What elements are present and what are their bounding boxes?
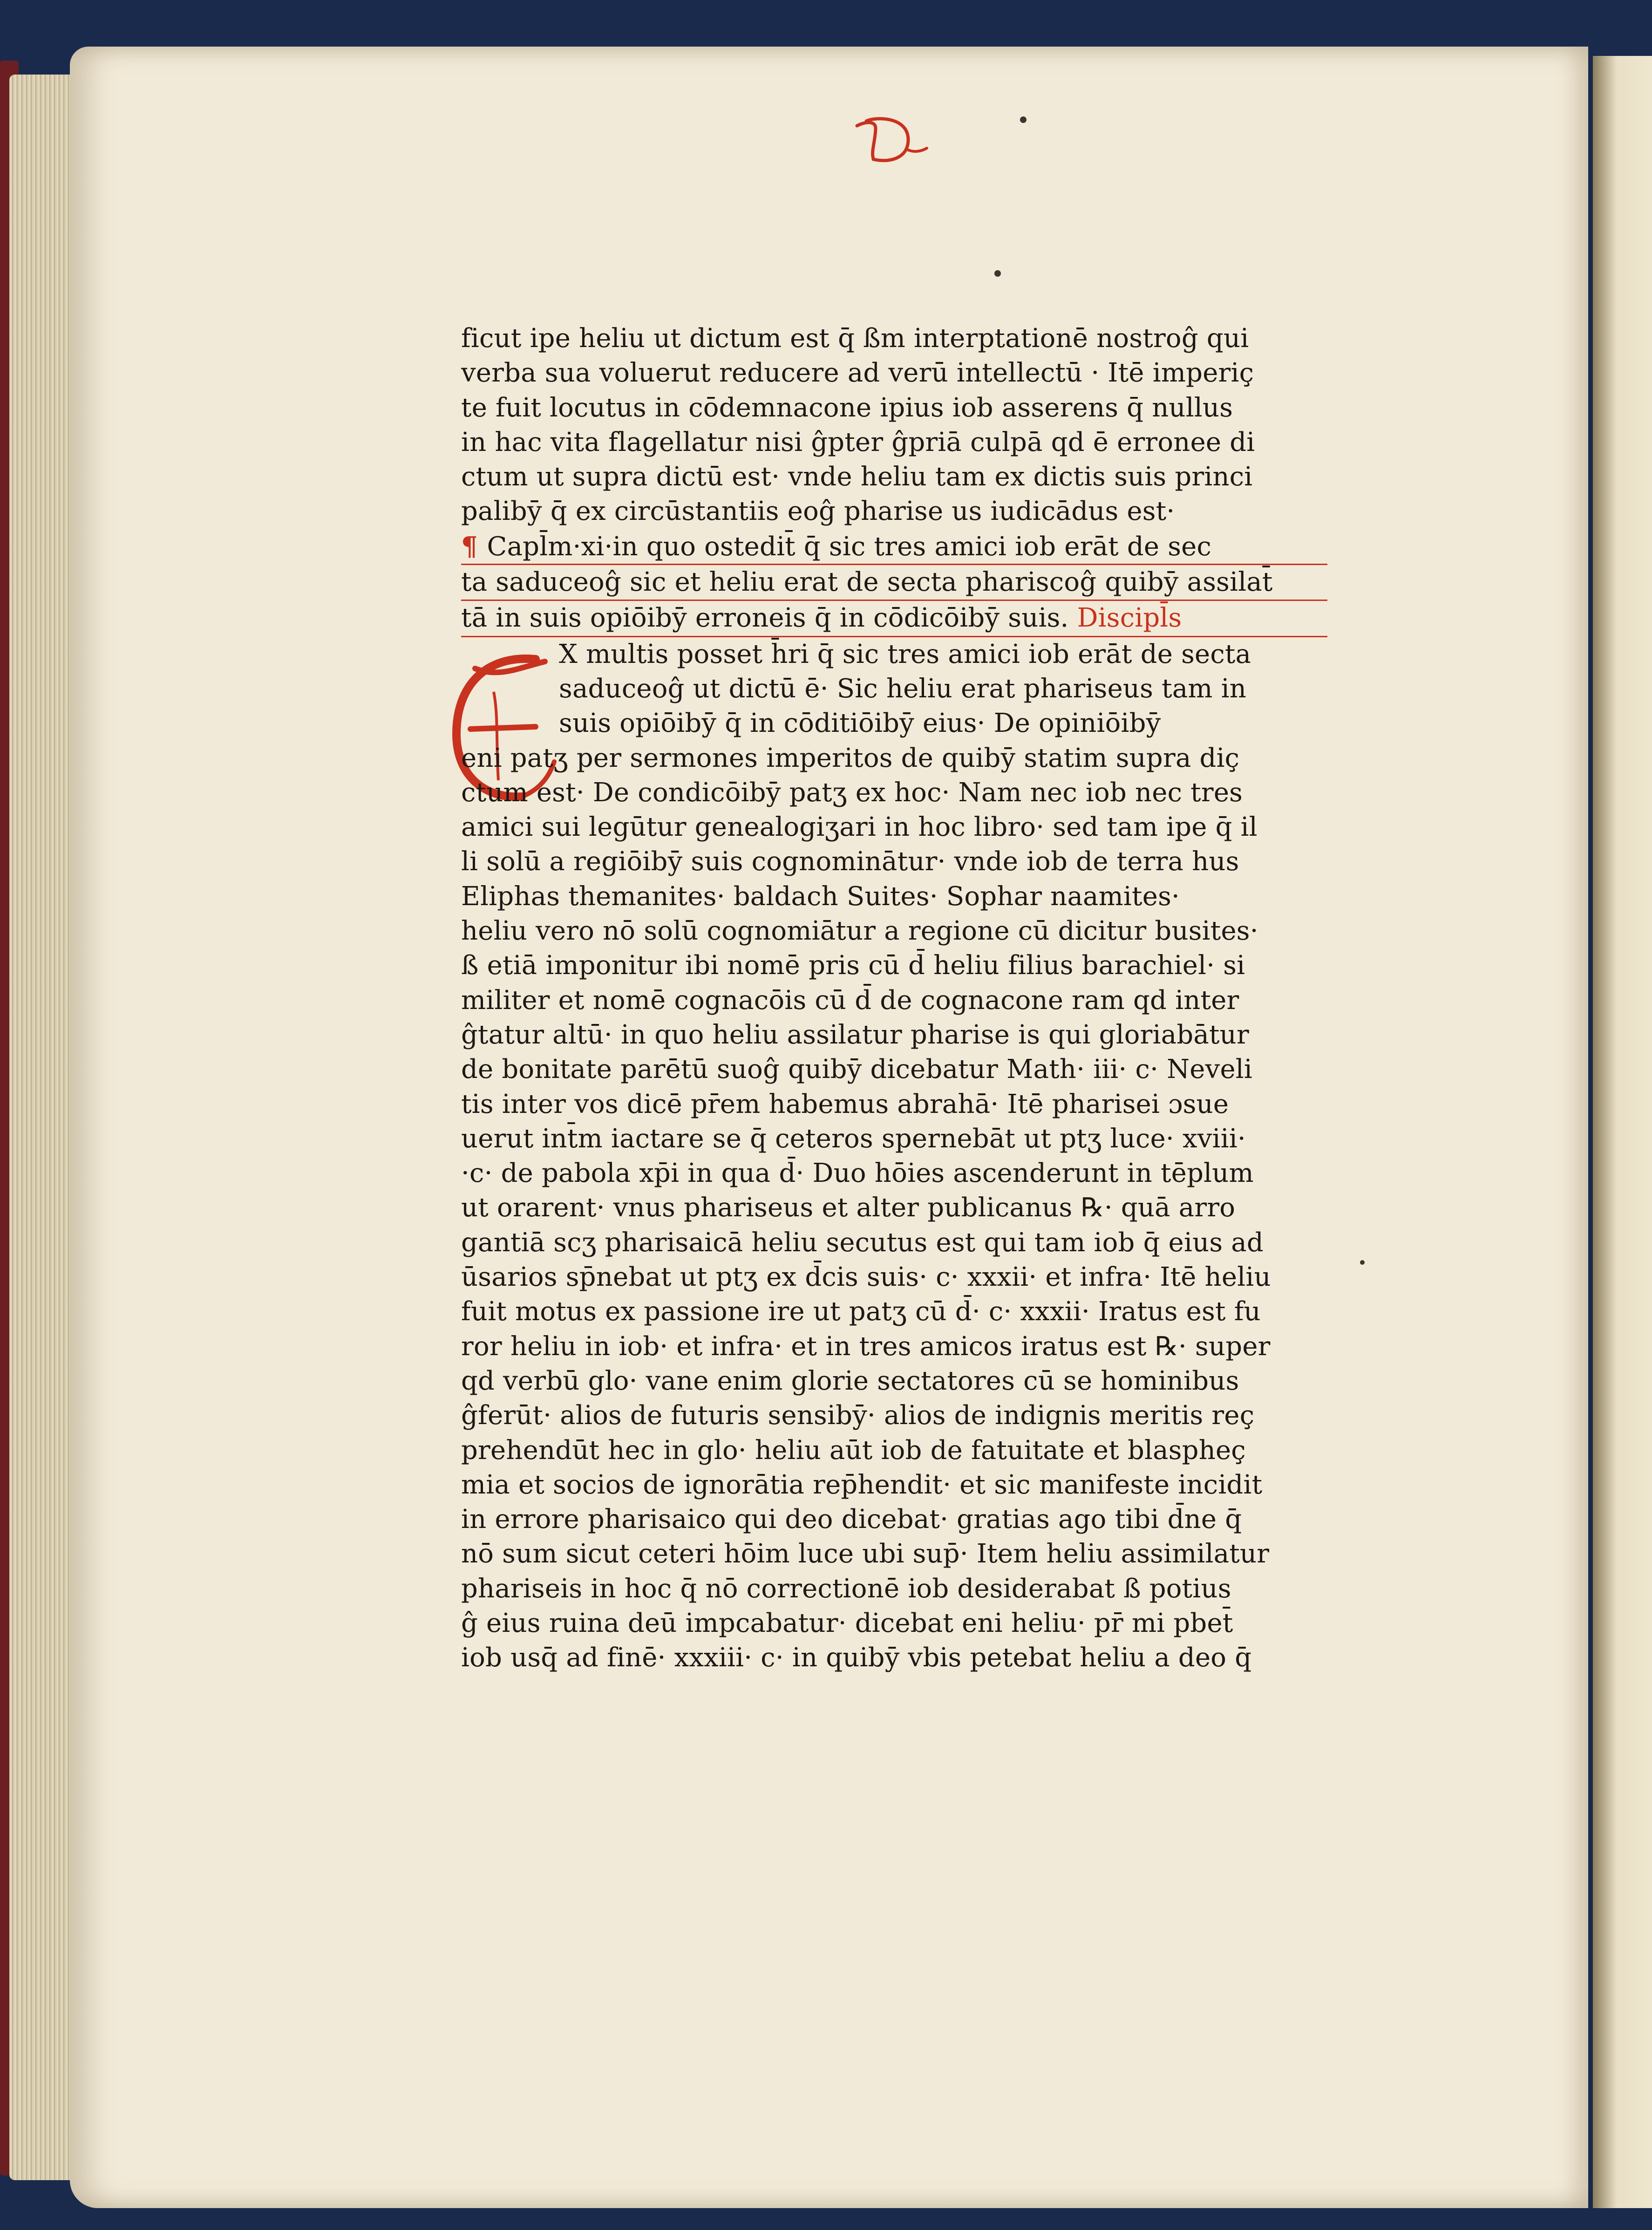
chapter-heading-text: tā in suis opiōibȳ erroneis q̄ in cōdicōibȳ suis.: [461, 603, 1069, 634]
text-line: suis opiōibȳ q̄ in cōditiōibȳ eius· De opiniōibȳ: [559, 708, 1161, 739]
pilcrow-icon: ¶: [461, 531, 487, 562]
text-line: iob usq̄ ad finē· xxxiii· c· in quibȳ vbis petebat heliu a deo q̄: [461, 1643, 1252, 1673]
text-line: ĝtatur altū· in quo heliu assilatur pharise is qui gloriabātur: [461, 1019, 1249, 1050]
text-line: X multis posset h̄ri q̄ sic tres amici iob erāt de secta: [559, 639, 1251, 669]
text-line: militer et nomē cognacōis cū d̄ de cognacone ram qd inter: [461, 985, 1239, 1016]
text-line: amici sui legūtur genealogiʒari in hoc libro· sed tam ipe q̄ il: [461, 812, 1258, 843]
text-line: ut orarent· vnus phariseus et alter publicanus ℞· quā arro: [461, 1193, 1236, 1223]
text-line: heliu vero nō solū cognomiātur a regione cū dicitur busites·: [461, 916, 1258, 947]
text-line: ·c· de pabola xp̄i in qua d̄· Duo hōies ascenderunt in tēplum: [461, 1158, 1254, 1189]
text-line: ror heliu in iob· et infra· et in tres amicos iratus est ℞· super: [461, 1331, 1271, 1362]
text-line: mia et socios de ignorātia rep̄hendit· et sic manifeste incidit: [461, 1469, 1263, 1500]
text-line: palibȳ q̄ ex circūstantiis eoĝ pharise us iudicādus est·: [461, 496, 1175, 527]
text-block: [461, 321, 1327, 1676]
text-line: eni patʒ per sermones imperitos de quibȳ statim supra diç: [461, 743, 1240, 773]
text-line: saduceoĝ ut dictū ē· Sic heliu erat phariseus tam in: [559, 673, 1247, 704]
text-line: de bonitate parētū suoĝ quibȳ dicebatur Math· iii· c· Neveli: [461, 1054, 1253, 1085]
text-line: tis inter vos dicē pr̄em habemus abrahā· Itē pharisei ɔsue: [461, 1089, 1229, 1119]
red-folio-mark: [848, 107, 931, 177]
chapter-heading-line: ta saduceoĝ sic et heliu erat de secta phariscoĝ quibȳ assilat̄: [461, 565, 1327, 601]
text-line: in errore pharisaico qui deo dicebat· gratias ago tibi d̄ne q̄: [461, 1504, 1242, 1535]
text-line: ß etiā imponitur ibi nomē pris cū d̄ heliu filius barachiel· si: [461, 950, 1245, 981]
text-line: verba sua voluerut reducere ad verū intellectū · Itē imperiç: [461, 358, 1254, 389]
text-line: gantiā scʒ pharisaicā heliu secutus est qui tam iob q̄ eius ad: [461, 1227, 1264, 1258]
rubric-tag: Discipl̄s: [1077, 603, 1182, 634]
text-line: te fuit locutus in cōdemnacone ipius iob asserens q̄ nullus: [461, 392, 1233, 423]
facing-page-edge: [1593, 56, 1652, 2208]
ink-dot: [1020, 116, 1027, 123]
text-line: ĝferūt· alios de futuris sensibȳ· alios de indignis meritis reç: [461, 1400, 1255, 1431]
text-line: Eliphas themanites· baldach Suites· Sophar naamites·: [461, 881, 1180, 912]
text-line: li solū a regiōibȳ suis cognominātur· vnde iob de terra hus: [461, 846, 1239, 877]
text-line: ūsarios sp̄nebat ut ptʒ ex d̄cis suis· c· xxxii· et infra· Itē heliu: [461, 1262, 1271, 1293]
text-line: qd verbū glo· vane enim glorie sectatores cū se hominibus: [461, 1365, 1239, 1396]
text-line: prehendūt hec in glo· heliu aūt iob de fatuitate et blaspheç: [461, 1435, 1246, 1466]
text-line: ĝ eius ruina deū impcabatur· dicebat eni heliu· pr̄ mi pbet̄: [461, 1608, 1233, 1638]
ink-dot: [994, 270, 1001, 277]
chapter-heading-line: [461, 529, 1327, 565]
chapter-heading-line: [461, 601, 1327, 637]
ink-dot: [1360, 1260, 1365, 1265]
text-line: fuit motus ex passione ire ut patʒ cū d̄· c· xxxii· Iratus est fu: [461, 1296, 1261, 1327]
text-line: nō sum sicut ceteri hōim luce ubi sup̄· Item heliu assimilatur: [461, 1539, 1270, 1569]
text-line: in hac vita flagellatur nisi ĝpter ĝpriā culpā qd ē erronee di: [461, 427, 1255, 457]
text-line: ficut ipe heliu ut dictum est q̄ ßm interptationē nostroĝ qui: [461, 323, 1249, 354]
text-line: phariseis in hoc q̄ nō correctionē iob desiderabat ß potius: [461, 1573, 1231, 1604]
chapter-heading-text: Capl̄m·xi·in quo ostedit̄ q̄ sic tres amici iob erāt de sec: [487, 531, 1212, 562]
text-line: ctum ut supra dictū est· vnde heliu tam ex dictis suis princi: [461, 462, 1253, 492]
text-line: ctum est· De condicōibȳ patʒ ex hoc· Nam nec iob nec tres: [461, 777, 1243, 808]
text-line: uerut int̄m iactare se q̄ ceteros spernebāt ut ptʒ luce· xviii·: [461, 1123, 1246, 1154]
